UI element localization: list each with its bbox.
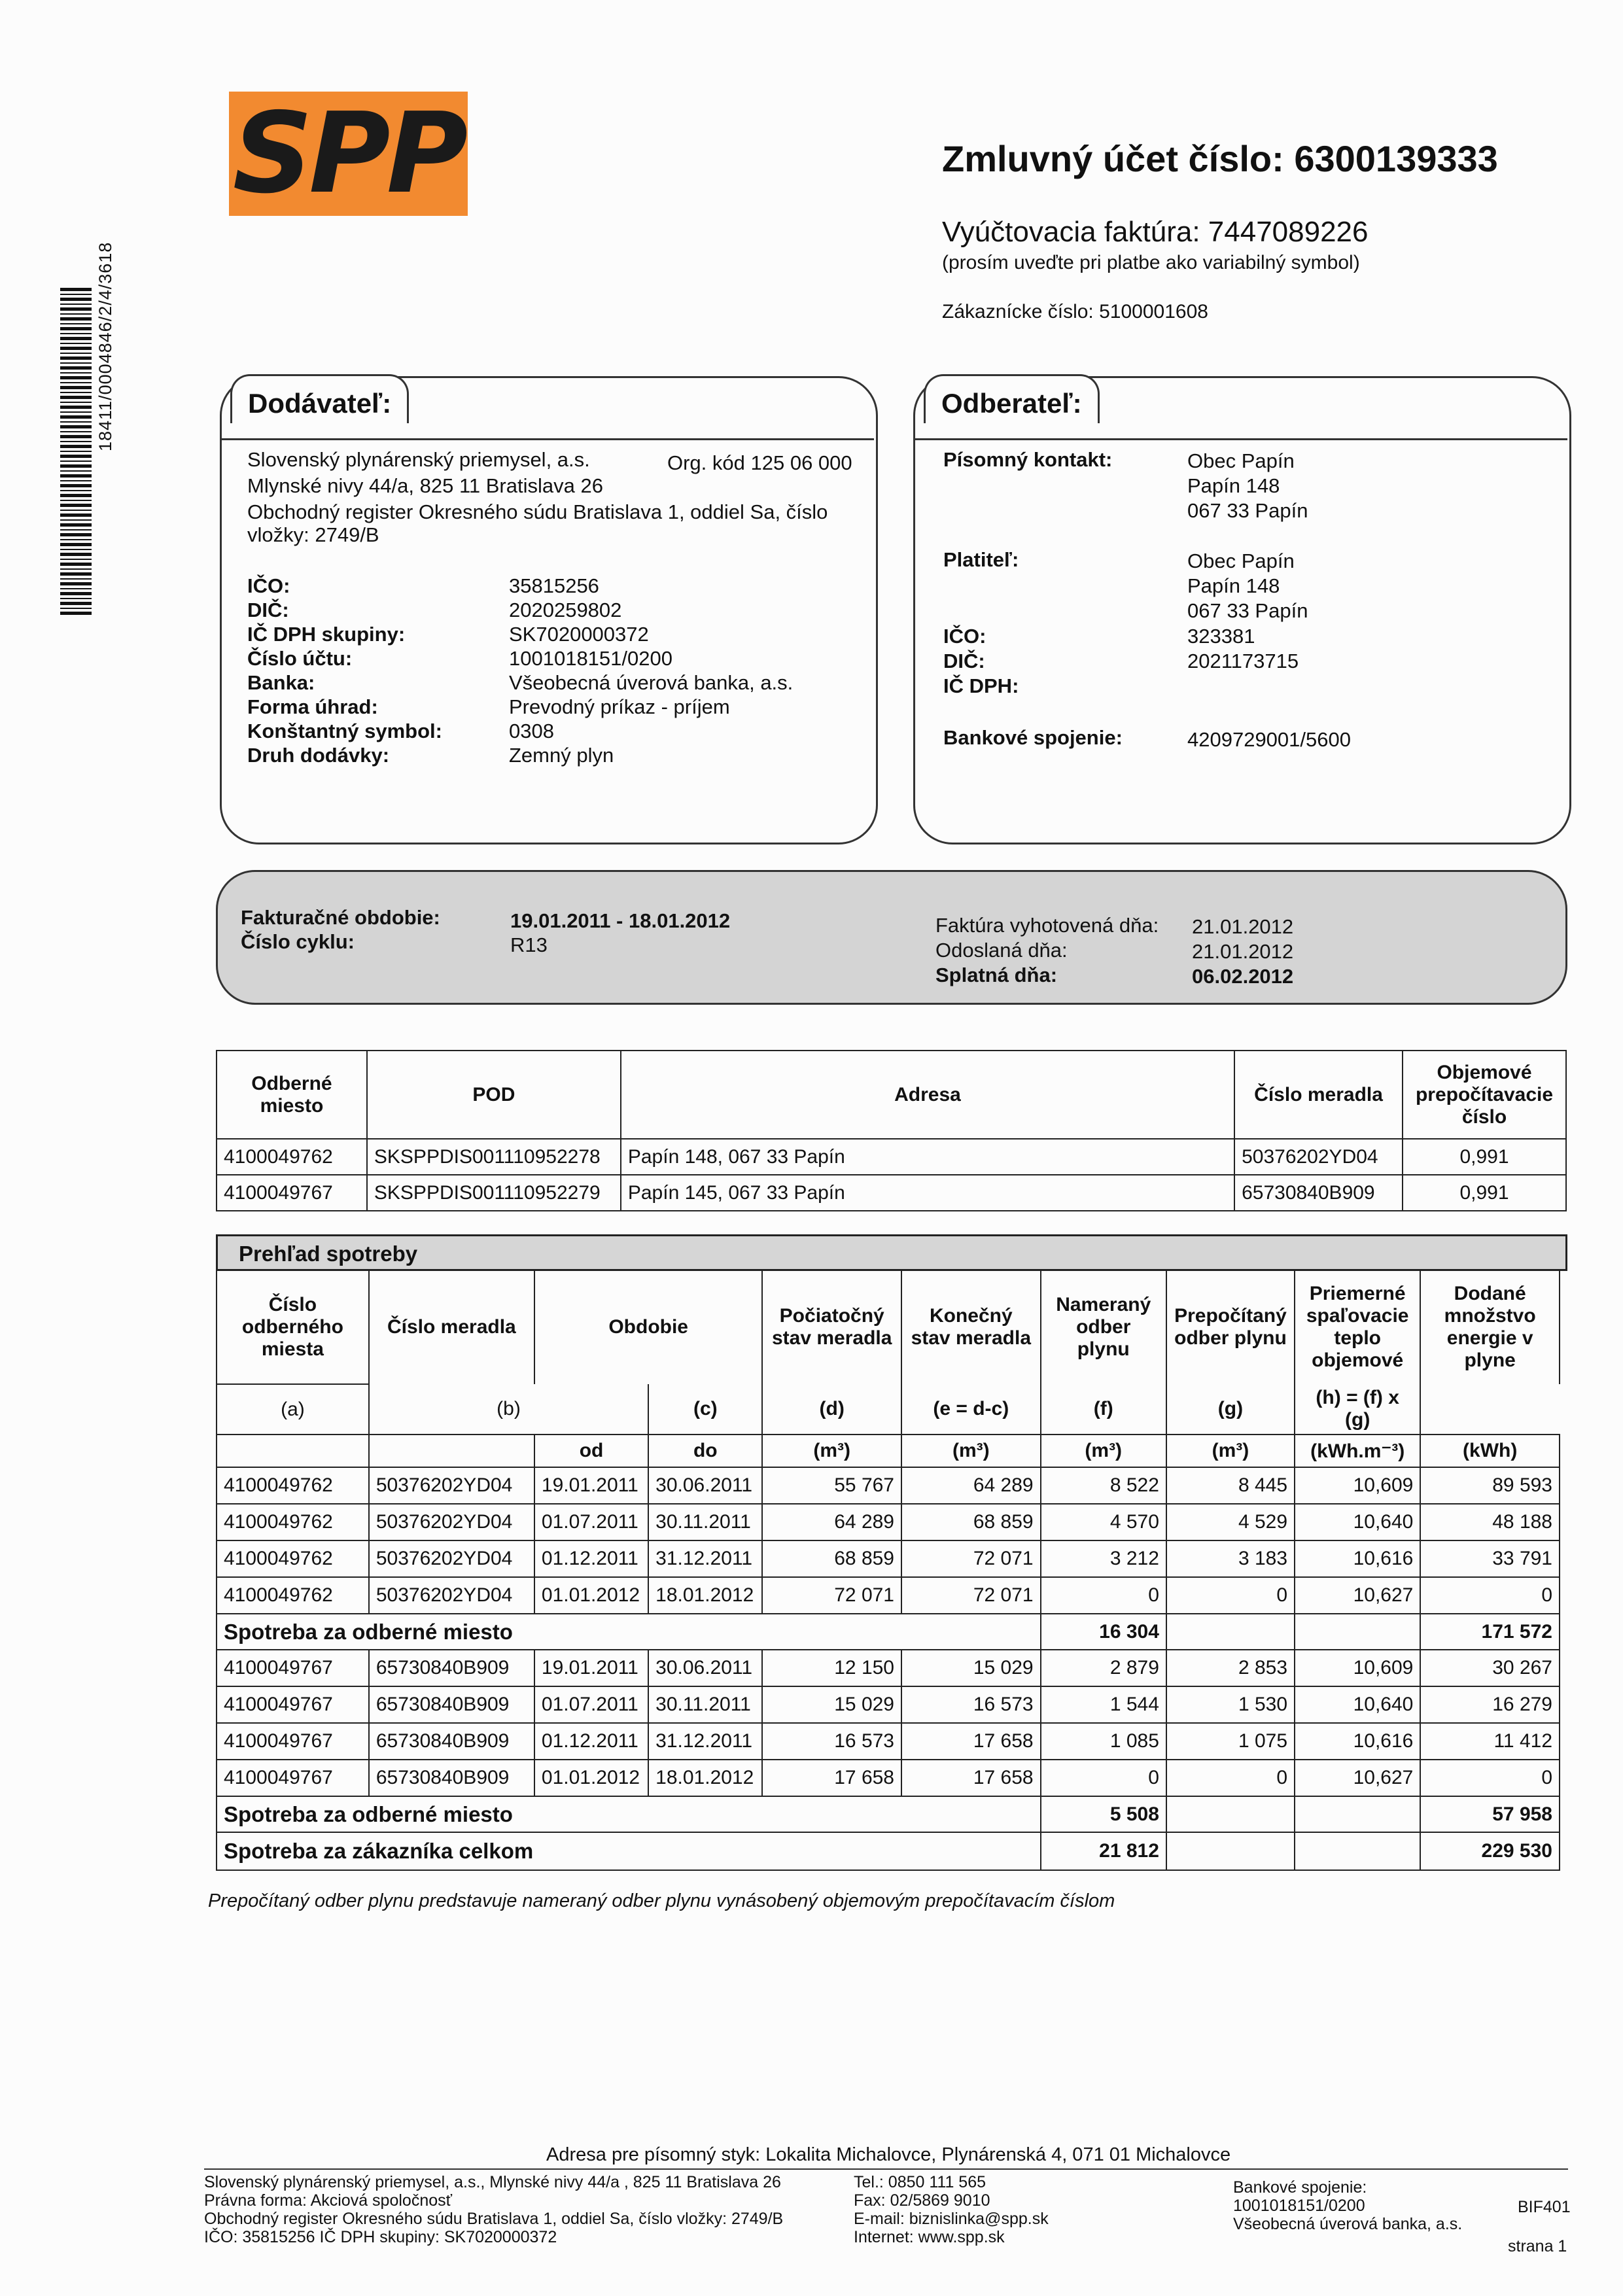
footer-bank-label: Bankové spojenie: <box>1233 2178 1367 2197</box>
table-row <box>217 1175 1566 1211</box>
cell: 89 593 <box>1420 1467 1560 1504</box>
cell: 68 859 <box>901 1504 1041 1540</box>
cell: 65730840B909 <box>369 1686 534 1723</box>
cell: 16 279 <box>1420 1686 1560 1723</box>
cell: 0 <box>1420 1760 1560 1796</box>
constant-symbol-label: Konštantný symbol: <box>247 720 442 742</box>
footer-bank-name: Všeobecná úverová banka, a.s. <box>1233 2215 1463 2233</box>
supplier-address: Mlynské nivy 44/a, 825 11 Bratislava 26 <box>247 474 603 497</box>
customer-icdph-label: IČ DPH: <box>943 674 1019 697</box>
total-row <box>217 1832 1560 1870</box>
contact-line-1: Obec Papín <box>1187 449 1295 472</box>
supplier-company: Slovenský plynárenský priemysel, a.s. <box>247 448 590 471</box>
footer-bank-account: 1001018151/0200 <box>1233 2197 1365 2215</box>
customer-ico: 323381 <box>1187 625 1255 648</box>
cell: Papín 148, 067 33 Papín <box>621 1139 1234 1175</box>
cell: 30.11.2011 <box>648 1686 762 1723</box>
cell: 4100049762 <box>217 1577 369 1614</box>
bank-label: Banka: <box>247 671 315 694</box>
account-value: 1001018151/0200 <box>509 647 672 670</box>
supplier-divider <box>221 438 874 440</box>
cell: 0 <box>1166 1577 1295 1614</box>
letter-a: (a) <box>217 1384 369 1435</box>
cell: 10,640 <box>1295 1504 1420 1540</box>
table-row <box>217 1540 1560 1577</box>
cell: 4100049767 <box>217 1760 369 1796</box>
cell: 10,627 <box>1295 1760 1420 1796</box>
spp-logo <box>229 89 468 218</box>
cell: 10,616 <box>1295 1540 1420 1577</box>
account-title: Zmluvný účet číslo: 6300139333 <box>942 138 1498 179</box>
cell: 4100049762 <box>217 1504 369 1540</box>
page-number: strana 1 <box>1508 2237 1567 2255</box>
cell: 12 150 <box>762 1650 901 1686</box>
col-measured: Nameraný odber plynu <box>1041 1270 1166 1384</box>
cell: 18.01.2012 <box>648 1760 762 1796</box>
cell: Papín 145, 067 33 Papín <box>621 1175 1234 1211</box>
footer-left <box>204 2173 783 2246</box>
cell: 4100049762 <box>217 1467 369 1504</box>
unit-e: (m³) <box>1041 1435 1166 1467</box>
col-end-reading: Konečný stav meradla <box>901 1270 1041 1384</box>
logo-text: SPP <box>232 89 464 218</box>
cell: 65730840B909 <box>369 1760 534 1796</box>
icdph-label: IČ DPH skupiny: <box>247 623 406 646</box>
billing-period-label: Fakturačné obdobie: <box>241 906 440 929</box>
cell: 50376202YD04 <box>369 1540 534 1577</box>
sent-label: Odoslaná dňa: <box>935 939 1068 962</box>
due-label: Splatná dňa: <box>935 964 1058 986</box>
cell: 30.06.2011 <box>648 1467 762 1504</box>
footer-ids: IČO: 35815256 IČ DPH skupiny: SK7020000372 <box>204 2228 557 2246</box>
table-row <box>217 1650 1560 1686</box>
subtotal-measured: 5 508 <box>1041 1796 1166 1832</box>
blank-cell <box>1295 1796 1420 1832</box>
table-row <box>217 1760 1560 1796</box>
cell: 17 658 <box>901 1760 1041 1796</box>
blank-cell <box>1166 1832 1295 1870</box>
consumption-title-bar <box>216 1234 1567 1271</box>
footer-fax: Fax: 02/5869 9010 <box>854 2191 990 2210</box>
consumption-title: Prehľad spotreby <box>239 1242 418 1266</box>
cell: SKSPPDIS001110952279 <box>367 1175 621 1211</box>
customer-title: Odberateľ: <box>924 374 1100 423</box>
payer-line-1: Obec Papín <box>1187 549 1295 572</box>
delivery-points-table <box>216 1050 1567 1211</box>
col-period: Obdobie <box>534 1270 763 1384</box>
cell: 64 289 <box>901 1467 1041 1504</box>
account-label: Číslo účtu: <box>247 647 353 670</box>
cell: 10,616 <box>1295 1723 1420 1760</box>
letter-e: (e = d-c) <box>901 1384 1041 1435</box>
footer-phone: Tel.: 0850 111 565 <box>854 2173 986 2191</box>
subtotal-label: Spotreba za odberné miesto <box>217 1614 1041 1650</box>
customer-dic: 2021173715 <box>1187 650 1299 672</box>
cell: 4100049762 <box>217 1540 369 1577</box>
cell: 1 530 <box>1166 1686 1295 1723</box>
cell: 33 791 <box>1420 1540 1560 1577</box>
cell: 50376202YD04 <box>369 1504 534 1540</box>
payer-label: Platiteľ: <box>943 548 1019 571</box>
footer-legal-form: Právna forma: Akciová spoločnosť <box>204 2191 453 2210</box>
sub-do: do <box>648 1435 762 1467</box>
cell: 65730840B909 <box>1234 1175 1403 1211</box>
subtotal-row <box>217 1614 1560 1650</box>
table-row <box>217 1467 1560 1504</box>
cell: 64 289 <box>762 1504 901 1540</box>
cell: 4100049767 <box>217 1650 369 1686</box>
contact-line-3: 067 33 Papín <box>1187 499 1308 522</box>
subtotal-label: Spotreba za odberné miesto <box>217 1796 1041 1832</box>
dic-value: 2020259802 <box>509 599 622 621</box>
cell: 30 267 <box>1420 1650 1560 1686</box>
letter-g: (g) <box>1166 1384 1295 1435</box>
cell: 01.07.2011 <box>534 1686 648 1723</box>
cell: 01.01.2012 <box>534 1577 648 1614</box>
table-row <box>217 1577 1560 1614</box>
cell: 4100049767 <box>217 1686 369 1723</box>
issued-label: Faktúra vyhotovená dňa: <box>935 914 1159 937</box>
col-energy: Dodané množstvo energie v plyne <box>1420 1270 1560 1384</box>
col-address: Adresa <box>621 1051 1234 1139</box>
cell: 50376202YD04 <box>1234 1139 1403 1175</box>
invoice-number: Vyúčtovacia faktúra: 7447089226 <box>942 216 1369 248</box>
cell: 65730840B909 <box>369 1650 534 1686</box>
unit-d: (m³) <box>901 1435 1041 1467</box>
cell: 4100049762 <box>217 1139 367 1175</box>
correspondence-address: Adresa pre písomný styk: Lokalita Michalovce, Plynárenská 4, 071 01 Michalovce <box>546 2144 1231 2165</box>
cell: 10,609 <box>1295 1467 1420 1504</box>
customer-bank: 4209729001/5600 <box>1187 728 1351 751</box>
customer-ico-label: IČO: <box>943 625 986 648</box>
table-row <box>217 1139 1566 1175</box>
cell: 0,991 <box>1403 1175 1566 1211</box>
cycle-label: Číslo cyklu: <box>241 930 355 953</box>
footer-divider <box>204 2168 1568 2170</box>
cell: 55 767 <box>762 1467 901 1504</box>
cell: 17 658 <box>901 1723 1041 1760</box>
footer-web[interactable]: Internet: www.spp.sk <box>854 2228 1005 2246</box>
cell: 0 <box>1166 1760 1295 1796</box>
unit-h: (kWh) <box>1420 1435 1560 1467</box>
unit-f: (m³) <box>1166 1435 1295 1467</box>
cell: 16 573 <box>762 1723 901 1760</box>
form-code: BIF401 <box>1518 2198 1571 2216</box>
cell: 01.12.2011 <box>534 1540 648 1577</box>
cell: 01.07.2011 <box>534 1504 648 1540</box>
invoice-note: (prosím uveďte pri platbe ako variabilný symbol) <box>942 252 1360 273</box>
footer-contact <box>854 2173 1049 2246</box>
cell: 01.12.2011 <box>534 1723 648 1760</box>
cell: 31.12.2011 <box>648 1723 762 1760</box>
cell: 19.01.2011 <box>534 1467 648 1504</box>
cycle-value: R13 <box>510 933 548 956</box>
cell: 8 522 <box>1041 1467 1166 1504</box>
cell: 01.01.2012 <box>534 1760 648 1796</box>
cell: 72 071 <box>901 1540 1041 1577</box>
col-point-number: Číslo odberného miesta <box>217 1270 369 1384</box>
cell: 72 071 <box>901 1577 1041 1614</box>
cell: 15 029 <box>901 1650 1041 1686</box>
blank-cell <box>217 1435 369 1467</box>
col-delivery-point: Odberné miesto <box>217 1051 367 1139</box>
supplier-register-1: Obchodný register Okresného súdu Bratislava 1, oddiel Sa, číslo <box>247 500 828 523</box>
payer-line-2: Papín 148 <box>1187 574 1280 597</box>
dic-label: DIČ: <box>247 599 289 621</box>
barcode-number: 18411/0004846/2/4/3618 <box>96 241 115 451</box>
cell: 3 212 <box>1041 1540 1166 1577</box>
cell: 11 412 <box>1420 1723 1560 1760</box>
table-row <box>217 1723 1560 1760</box>
cell: 4100049767 <box>217 1723 369 1760</box>
consumption-footnote: Prepočítaný odber plynu predstavuje nameraný odber plynu vynásobený objemovým prepočítavacím číslom <box>208 1890 1115 1911</box>
col-converted: Prepočítaný odber plynu <box>1166 1270 1295 1384</box>
cell: 50376202YD04 <box>369 1467 534 1504</box>
table-row <box>217 1504 1560 1540</box>
letter-f: (f) <box>1041 1384 1166 1435</box>
blank-cell <box>1166 1796 1295 1832</box>
supplier-fields <box>247 574 849 768</box>
cell: 0 <box>1041 1577 1166 1614</box>
billing-period-value: 19.01.2011 - 18.01.2012 <box>510 909 731 932</box>
cell: 50376202YD04 <box>369 1577 534 1614</box>
cell: 1 075 <box>1166 1723 1295 1760</box>
payment-form-label: Forma úhrad: <box>247 695 378 718</box>
sub-od: od <box>534 1435 648 1467</box>
subtotal-energy: 171 572 <box>1420 1614 1560 1650</box>
letter-b: (b) <box>369 1384 648 1435</box>
delivery-type-value: Zemný plyn <box>509 744 614 767</box>
subtotal-row <box>217 1796 1560 1832</box>
cell: 17 658 <box>762 1760 901 1796</box>
total-energy: 229 530 <box>1420 1832 1560 1870</box>
ico-label: IČO: <box>247 574 290 597</box>
billing-period-box <box>216 870 1567 1005</box>
cell: 48 188 <box>1420 1504 1560 1540</box>
col-meter: Číslo meradla <box>1234 1051 1403 1139</box>
cell: 10,609 <box>1295 1650 1420 1686</box>
col-calorific: Priemerné spaľovacie teplo objemové <box>1295 1270 1420 1384</box>
cell: 18.01.2012 <box>648 1577 762 1614</box>
total-measured: 21 812 <box>1041 1832 1166 1870</box>
cell: 30.11.2011 <box>648 1504 762 1540</box>
cell: 4 529 <box>1166 1504 1295 1540</box>
cell: SKSPPDIS001110952278 <box>367 1139 621 1175</box>
cell: 2 879 <box>1041 1650 1166 1686</box>
cell: 1 085 <box>1041 1723 1166 1760</box>
cell: 8 445 <box>1166 1467 1295 1504</box>
cell: 0 <box>1041 1760 1166 1796</box>
customer-bank-label: Bankové spojenie: <box>943 726 1123 749</box>
customer-number: Zákaznícke číslo: 5100001608 <box>942 301 1208 322</box>
subtotal-measured: 16 304 <box>1041 1614 1166 1650</box>
customer-divider <box>915 438 1567 440</box>
col-start-reading: Počiatočný stav meradla <box>762 1270 901 1384</box>
cell: 10,627 <box>1295 1577 1420 1614</box>
unit-g: (kWh.m⁻³) <box>1295 1435 1420 1467</box>
cell: 16 573 <box>901 1686 1041 1723</box>
cell: 65730840B909 <box>369 1723 534 1760</box>
payer-line-3: 067 33 Papín <box>1187 599 1308 622</box>
cell: 30.06.2011 <box>648 1650 762 1686</box>
table-row <box>217 1686 1560 1723</box>
delivery-type-label: Druh dodávky: <box>247 744 390 767</box>
footer-email[interactable]: E-mail: biznislinka@spp.sk <box>854 2210 1049 2228</box>
cell: 72 071 <box>762 1577 901 1614</box>
unit-c: (m³) <box>762 1435 901 1467</box>
cell: 68 859 <box>762 1540 901 1577</box>
supplier-register-2: vložky: 2749/B <box>247 523 379 546</box>
letter-c: (c) <box>648 1384 762 1435</box>
sent-value: 21.01.2012 <box>1192 940 1294 963</box>
footer-company: Slovenský plynárenský priemysel, a.s., Mlynské nivy 44/a , 825 11 Bratislava 26 <box>204 2173 781 2191</box>
payment-form-value: Prevodný príkaz - príjem <box>509 695 730 718</box>
constant-symbol-value: 0308 <box>509 720 554 742</box>
contact-line-2: Papín 148 <box>1187 474 1280 497</box>
due-value: 06.02.2012 <box>1192 965 1294 988</box>
icdph-value: SK7020000372 <box>509 623 649 646</box>
cell: 0 <box>1420 1577 1560 1614</box>
col-meter-number: Číslo meradla <box>369 1270 534 1384</box>
cell: 3 183 <box>1166 1540 1295 1577</box>
blank-cell <box>369 1435 534 1467</box>
blank-cell <box>1295 1614 1420 1650</box>
cell: 31.12.2011 <box>648 1540 762 1577</box>
cell: 2 853 <box>1166 1650 1295 1686</box>
supplier-title: Dodávateľ: <box>230 374 409 423</box>
col-pod: POD <box>367 1051 621 1139</box>
customer-dic-label: DIČ: <box>943 650 985 672</box>
barcode <box>60 288 92 615</box>
cell: 15 029 <box>762 1686 901 1723</box>
ico-value: 35815256 <box>509 574 599 597</box>
cell: 4 570 <box>1041 1504 1166 1540</box>
letter-d: (d) <box>762 1384 901 1435</box>
consumption-table <box>216 1269 1560 1871</box>
total-label: Spotreba za zákazníka celkom <box>217 1832 1041 1870</box>
subtotal-energy: 57 958 <box>1420 1796 1560 1832</box>
blank-cell <box>1166 1614 1295 1650</box>
cell: 10,640 <box>1295 1686 1420 1723</box>
col-conversion: Objemové prepočítavacie číslo <box>1403 1051 1566 1139</box>
cell: 19.01.2011 <box>534 1650 648 1686</box>
supplier-org-code: Org. kód 125 06 000 <box>667 451 852 474</box>
bank-value: Všeobecná úverová banka, a.s. <box>509 671 794 694</box>
blank-cell <box>1295 1832 1420 1870</box>
cell: 4100049767 <box>217 1175 367 1211</box>
cell: 0,991 <box>1403 1139 1566 1175</box>
issued-value: 21.01.2012 <box>1192 915 1294 938</box>
letter-h: (h) = (f) x (g) <box>1295 1384 1420 1435</box>
contact-label: Písomný kontakt: <box>943 448 1113 471</box>
footer-register: Obchodný register Okresného súdu Bratislava 1, oddiel Sa, číslo vložky: 2749/B <box>204 2210 784 2228</box>
footer-bank <box>1233 2178 1462 2233</box>
cell: 1 544 <box>1041 1686 1166 1723</box>
